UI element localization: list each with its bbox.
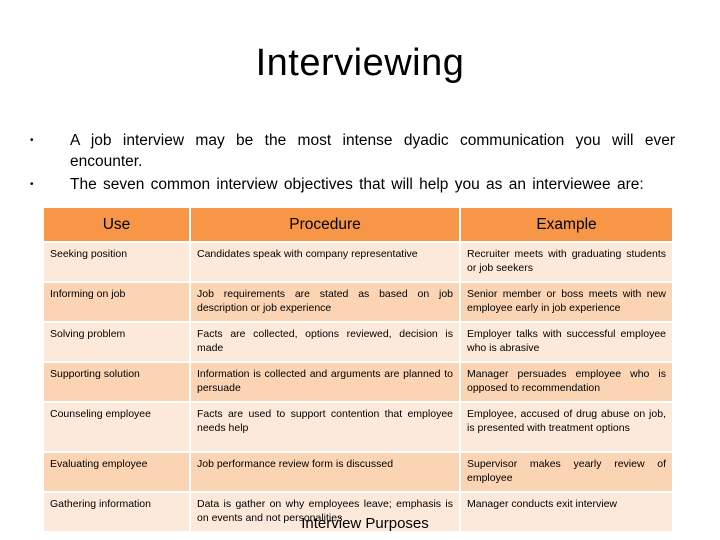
cell-procedure: Information is collected and arguments are planned to persuade: [190, 362, 460, 402]
bullet-item: [30, 130, 675, 172]
cell-example: Manager persuades employee who is opposed to recommendation: [460, 362, 672, 402]
header-procedure: Procedure: [190, 208, 460, 242]
slide-title: Interviewing: [255, 42, 465, 84]
cell-procedure: Facts are used to support contention that employee needs help: [190, 402, 460, 452]
cell-use: Seeking position: [44, 242, 190, 282]
header-example: Example: [460, 208, 672, 242]
table-row: [44, 362, 672, 402]
cell-use: Evaluating employee: [44, 452, 190, 492]
cell-procedure: Data is gather on why employees leave; emphasis is on events and not personalities: [190, 492, 460, 531]
cell-use: Supporting solution: [44, 362, 190, 402]
table-row: [44, 242, 672, 282]
cell-example: Senior member or boss meets with new employee early in job experience: [460, 282, 672, 322]
table-row: [44, 282, 672, 322]
cell-use: Gathering information: [44, 492, 190, 531]
header-use: Use: [44, 208, 190, 242]
cell-example: Employee, accused of drug abuse on job, is presented with treatment options: [460, 402, 672, 452]
cell-procedure: Candidates speak with company representative: [190, 242, 460, 282]
table-caption: Interview Purposes: [301, 515, 429, 532]
interview-purposes-table: [44, 208, 672, 531]
cell-example: Supervisor makes yearly review of employee: [460, 452, 672, 492]
cell-use: Counseling employee: [44, 402, 190, 452]
table-row: [44, 322, 672, 362]
cell-example: Manager conducts exit interview: [460, 492, 672, 531]
cell-use: Solving problem: [44, 322, 190, 362]
table-row: [44, 452, 672, 492]
table-row: [44, 402, 672, 452]
bullet-list: [30, 130, 675, 197]
cell-procedure: Facts are collected, options reviewed, decision is made: [190, 322, 460, 362]
bullet-item: [30, 174, 675, 195]
table-header-row: [44, 208, 672, 242]
cell-example: Recruiter meets with graduating students or job seekers: [460, 242, 672, 282]
cell-procedure: Job requirements are stated as based on job description or job experience: [190, 282, 460, 322]
cell-procedure: Job performance review form is discussed: [190, 452, 460, 492]
bullet-icon: •: [30, 135, 34, 146]
cell-example: Employer talks with successful employee who is abrasive: [460, 322, 672, 362]
bullet-text: A job interview may be the most intense dyadic communication you will ever encounter.: [70, 132, 675, 170]
cell-use: Informing on job: [44, 282, 190, 322]
bullet-icon: •: [30, 179, 34, 190]
bullet-text: The seven common interview objectives that will help you as an interviewee are:: [70, 176, 644, 193]
